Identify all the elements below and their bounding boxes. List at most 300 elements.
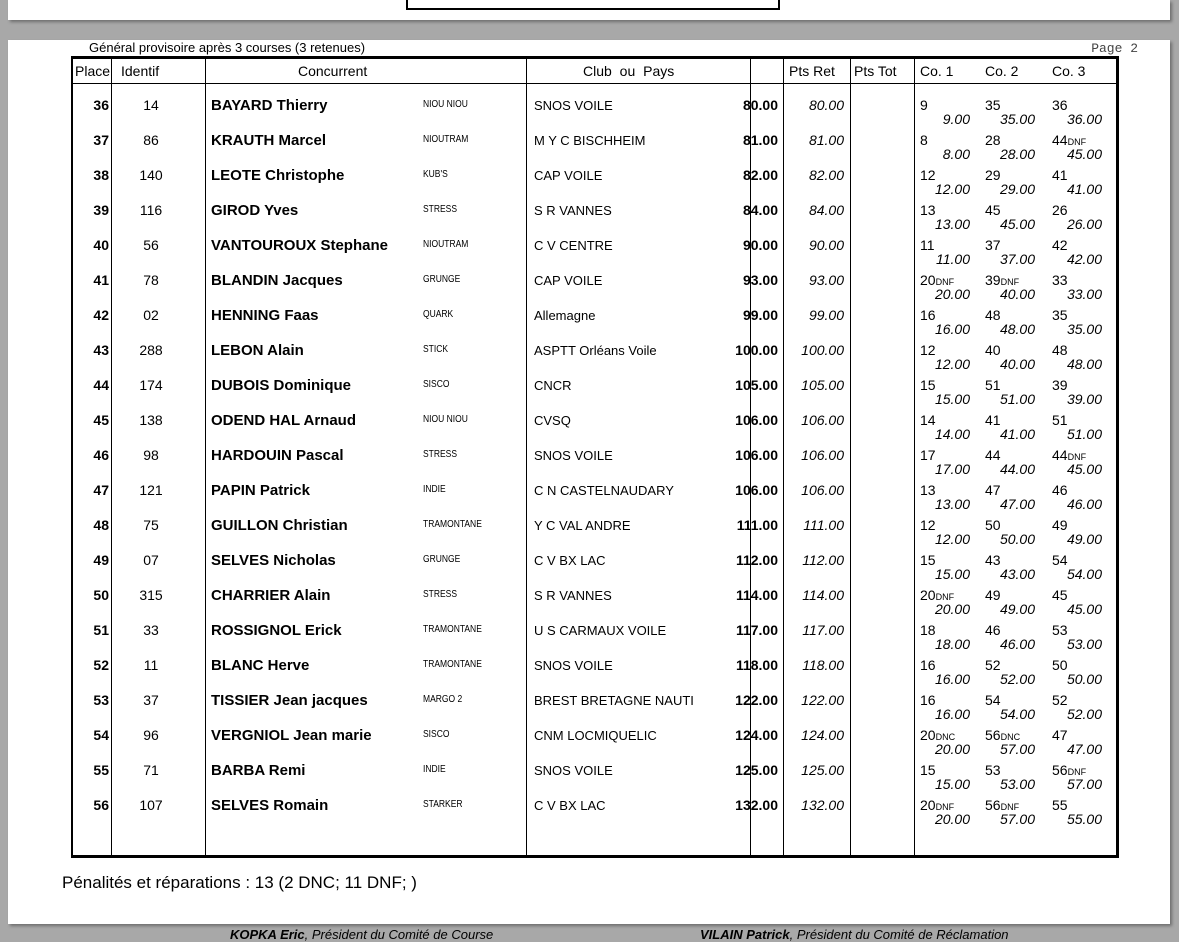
cell-ident: 33 [143, 622, 159, 638]
cell-club: CAP VOILE [534, 168, 603, 183]
cell-name: ODEND HAL Arnaud [211, 412, 357, 429]
cell-c3-points: 41.00 [1066, 181, 1102, 197]
cell-c2-rank [985, 517, 1001, 533]
cell-pts-tot: 122.00 [801, 692, 844, 708]
cell-name: VANTOUROUX Stephane [211, 237, 388, 254]
cell-name: BAYARD Thierry [211, 97, 328, 114]
cell-pts-tot: 106.00 [801, 412, 844, 428]
cell-c3-rank [1052, 342, 1068, 358]
col-co3: Co. 3 [1052, 63, 1086, 79]
c1-code: DNF [935, 592, 955, 602]
penalties-summary: Pénalités et réparations : 13 (2 DNC; 11 DNF; ) [62, 873, 417, 892]
cell-pts-ret: 125.00 [735, 762, 778, 778]
cell-c1-points: 14.00 [934, 426, 970, 442]
cell-c2-rank [985, 377, 1001, 393]
table-row [73, 122, 1116, 162]
cell-c2-rank [985, 202, 1001, 218]
cell-c2-points: 47.00 [999, 496, 1035, 512]
cell-c3-points: 46.00 [1066, 496, 1102, 512]
cell-c3-points: 33.00 [1066, 286, 1102, 302]
c1-rank: 20 [920, 727, 936, 743]
cell-c2-points: 53.00 [999, 776, 1035, 792]
cell-c2-points: 49.00 [999, 601, 1035, 617]
c2-rank: 56 [985, 797, 1001, 813]
c3-rank: 56 [1052, 762, 1068, 778]
cell-ident: 07 [143, 552, 159, 568]
col-place: Place [75, 63, 111, 79]
c1-code: DNC [935, 732, 956, 742]
c2-rank: 45 [985, 202, 1001, 218]
cell-c3-points: 45.00 [1066, 601, 1102, 617]
c2-rank: 39 [985, 272, 1001, 288]
results-subtitle: Général provisoire après 3 courses (3 retenues) [89, 40, 366, 55]
c2-rank: 40 [985, 342, 1001, 358]
table-row [73, 227, 1116, 267]
c2-rank: 47 [985, 482, 1001, 498]
cell-ident: 37 [143, 692, 159, 708]
c3-rank: 53 [1052, 622, 1068, 638]
c2-rank: 48 [985, 307, 1001, 323]
cell-place: 52 [93, 657, 109, 673]
cell-club: C V BX LAC [534, 798, 606, 813]
c1-rank: 16 [920, 657, 936, 673]
cell-ident: 140 [139, 167, 163, 183]
col-club: Club ou Pays [583, 63, 675, 79]
c1-rank: 20 [920, 272, 936, 288]
cell-club: C V BX LAC [534, 553, 606, 568]
c3-rank: 26 [1052, 202, 1068, 218]
cell-c2-points: 50.00 [999, 531, 1035, 547]
cell-c3-rank [1052, 692, 1068, 708]
cell-c1-points: 15.00 [934, 776, 970, 792]
cell-c2-points: 57.00 [999, 811, 1035, 827]
table-row [73, 437, 1116, 477]
cell-c3-points: 45.00 [1066, 461, 1102, 477]
cell-boat: NIOUTRAM [423, 134, 469, 145]
cell-boat: NIOU NIOU [423, 414, 468, 425]
cell-c1-rank [920, 657, 936, 673]
c2-rank: 35 [985, 97, 1001, 113]
c1-rank: 15 [920, 552, 936, 568]
cell-place: 45 [93, 412, 109, 428]
cell-c2-points: 35.00 [999, 111, 1035, 127]
cell-ident: 78 [143, 272, 159, 288]
table-row [73, 262, 1116, 302]
c2-rank: 44 [985, 447, 1001, 463]
cell-c2-rank [985, 552, 1001, 568]
c3-rank: 46 [1052, 482, 1068, 498]
signature-1-name: KOPKA Eric [230, 927, 305, 942]
cell-c2-points: 43.00 [999, 566, 1035, 582]
cell-c3-rank [1052, 727, 1068, 743]
cell-c2-rank [985, 657, 1001, 673]
cell-place: 56 [93, 797, 109, 813]
c3-rank: 35 [1052, 307, 1068, 323]
cell-c3-points: 55.00 [1066, 811, 1102, 827]
cell-c2-points: 51.00 [999, 391, 1035, 407]
cell-pts-tot: 117.00 [802, 622, 844, 638]
c2-rank: 50 [985, 517, 1001, 533]
table-row [73, 787, 1116, 827]
cell-club: CVSQ [534, 413, 571, 428]
c3-rank: 36 [1052, 97, 1068, 113]
cell-name: BARBA Remi [211, 762, 306, 779]
cell-boat: MARGO 2 [423, 694, 463, 705]
cell-place: 40 [93, 237, 109, 253]
cell-c3-rank [1052, 97, 1068, 113]
cell-pts-ret: 122.00 [735, 692, 778, 708]
table-row [73, 542, 1116, 582]
cell-ident: 138 [139, 412, 163, 428]
cell-name: HARDOUIN Pascal [211, 447, 344, 464]
c2-code: DNF [1000, 802, 1020, 812]
cell-c1-rank [920, 762, 936, 778]
cell-c1-points: 15.00 [934, 391, 970, 407]
cell-boat: TRAMONTANE [423, 624, 482, 635]
cell-c2-points: 29.00 [999, 181, 1035, 197]
c2-rank: 53 [985, 762, 1001, 778]
cell-club: SNOS VOILE [534, 658, 613, 673]
cell-boat: TRAMONTANE [423, 659, 482, 670]
cell-boat: INDIE [423, 484, 446, 495]
cell-boat: SISCO [423, 729, 450, 740]
table-row [73, 157, 1116, 197]
cell-pts-ret: 80.00 [742, 97, 778, 113]
c2-rank: 28 [985, 132, 1001, 148]
results-table [71, 56, 1119, 858]
cell-c3-rank [1052, 622, 1068, 638]
cell-name: ROSSIGNOL Erick [211, 622, 342, 639]
cell-name: CHARRIER Alain [211, 587, 331, 604]
col-co2: Co. 2 [985, 63, 1019, 79]
c2-rank: 43 [985, 552, 1001, 568]
c2-code: DNF [1000, 277, 1020, 287]
cell-pts-ret: 106.00 [735, 482, 778, 498]
cell-c3-rank [1052, 412, 1068, 428]
table-header [73, 59, 1116, 84]
cell-pts-ret: 99.00 [742, 307, 778, 323]
c2-rank: 37 [985, 237, 1001, 253]
cell-c1-rank [920, 132, 928, 148]
cell-pts-tot: 93.00 [808, 272, 844, 288]
cell-c2-rank [985, 342, 1001, 358]
cell-c1-rank [920, 377, 936, 393]
cell-pts-tot: 84.00 [808, 202, 844, 218]
cell-pts-ret: 132.00 [735, 797, 778, 813]
cell-pts-tot: 132.00 [801, 797, 844, 813]
c1-rank: 17 [920, 447, 936, 463]
col-pts-tot: Pts Tot [854, 63, 897, 79]
cell-name: BLANDIN Jacques [211, 272, 343, 289]
c2-rank: 52 [985, 657, 1001, 673]
cell-c2-rank [985, 762, 1001, 778]
cell-boat: SISCO [423, 379, 450, 390]
table-row [73, 297, 1116, 337]
cell-pts-tot: 80.00 [808, 97, 844, 113]
cell-c3-points: 49.00 [1066, 531, 1102, 547]
cell-c1-rank [920, 552, 936, 568]
c1-rank: 18 [920, 622, 936, 638]
cell-name: VERGNIOL Jean marie [211, 727, 372, 744]
cell-c2-rank [985, 587, 1001, 603]
c3-rank: 44 [1052, 447, 1068, 463]
cell-club: BREST BRETAGNE NAUTI [534, 693, 694, 708]
cell-c3-points: 50.00 [1066, 671, 1102, 687]
c3-rank: 51 [1052, 412, 1068, 428]
cell-boat: QUARK [423, 309, 454, 320]
c3-rank: 49 [1052, 517, 1068, 533]
cell-boat: TRAMONTANE [423, 519, 482, 530]
cell-name: LEOTE Christophe [211, 167, 345, 184]
cell-c1-points: 16.00 [934, 671, 970, 687]
cell-pts-ret: 117.00 [735, 622, 778, 638]
cell-pts-tot: 125.00 [801, 762, 844, 778]
cell-pts-tot: 112.00 [802, 552, 844, 568]
cell-ident: 14 [143, 97, 159, 113]
cell-c3-points: 51.00 [1066, 426, 1102, 442]
cell-place: 54 [93, 727, 109, 743]
cell-name: DUBOIS Dominique [211, 377, 352, 394]
cell-c2-points: 46.00 [999, 636, 1035, 652]
c1-rank: 11 [920, 237, 935, 253]
cell-ident: 174 [139, 377, 163, 393]
c1-rank: 14 [920, 412, 936, 428]
cell-c3-points: 53.00 [1066, 636, 1102, 652]
c3-rank: 48 [1052, 342, 1068, 358]
c3-code: DNF [1067, 137, 1087, 147]
cell-club: Y C VAL ANDRE [534, 518, 631, 533]
cell-c3-rank [1052, 552, 1068, 568]
cell-c3-points: 35.00 [1066, 321, 1102, 337]
cell-club: SNOS VOILE [534, 763, 613, 778]
cell-pts-tot: 105.00 [801, 377, 844, 393]
cell-c2-points: 41.00 [999, 426, 1035, 442]
cell-c2-points: 28.00 [999, 146, 1035, 162]
cell-c2-rank [985, 132, 1001, 148]
cell-boat: STARKER [423, 799, 463, 810]
cell-ident: 11 [143, 657, 159, 673]
cell-c1-rank [920, 237, 935, 253]
cell-boat: STICK [423, 344, 449, 355]
cell-c2-points: 40.00 [999, 356, 1035, 372]
cell-boat: NIOUTRAM [423, 239, 469, 250]
cell-c2-rank [985, 167, 1001, 183]
c3-rank: 54 [1052, 552, 1068, 568]
cell-c2-rank [985, 412, 1001, 428]
cell-club: M Y C BISCHHEIM [534, 133, 646, 148]
c1-code: DNF [935, 802, 955, 812]
cell-c1-points: 20.00 [934, 286, 970, 302]
cell-c3-rank [1052, 202, 1068, 218]
previous-page [8, 0, 1170, 20]
c3-code: DNF [1067, 767, 1087, 777]
cell-boat: INDIE [423, 764, 446, 775]
cell-pts-ret: 81.00 [742, 132, 778, 148]
cell-place: 37 [93, 132, 109, 148]
cell-pts-ret: 84.00 [742, 202, 778, 218]
cell-place: 42 [93, 307, 109, 323]
cell-boat: STRESS [423, 589, 458, 600]
cell-place: 47 [93, 482, 109, 498]
page-number: Page 2 [1091, 41, 1138, 56]
cell-c3-points: 26.00 [1066, 216, 1102, 232]
cell-pts-tot: 81.00 [808, 132, 844, 148]
cell-c1-rank [920, 517, 936, 533]
c3-rank: 47 [1052, 727, 1068, 743]
cell-c2-points: 48.00 [999, 321, 1035, 337]
cell-pts-ret: 82.00 [742, 167, 778, 183]
cell-pts-ret: 106.00 [735, 412, 778, 428]
cell-place: 46 [93, 447, 109, 463]
cell-pts-ret: 106.00 [735, 447, 778, 463]
table-row [73, 682, 1116, 722]
cell-club: U S CARMAUX VOILE [534, 623, 667, 638]
cell-c2-points: 37.00 [999, 251, 1035, 267]
cell-boat: STRESS [423, 204, 458, 215]
cell-place: 38 [93, 167, 109, 183]
cell-boat: KUB'S [423, 169, 448, 180]
cell-place: 53 [93, 692, 109, 708]
c2-rank: 41 [985, 412, 1001, 428]
cell-pts-ret: 105.00 [735, 377, 778, 393]
c2-rank: 56 [985, 727, 1001, 743]
cell-c1-points: 16.00 [934, 321, 970, 337]
cell-c3-rank [1052, 237, 1068, 253]
cell-c1-rank [920, 202, 936, 218]
cell-c1-rank [920, 622, 936, 638]
c1-rank: 8 [920, 132, 928, 148]
c1-rank: 12 [920, 342, 936, 358]
cell-c1-points: 17.00 [934, 461, 970, 477]
cell-ident: 86 [143, 132, 159, 148]
cell-c1-rank [920, 307, 936, 323]
cell-c1-rank [920, 342, 936, 358]
cell-name: PAPIN Patrick [211, 482, 310, 499]
cell-pts-tot: 114.00 [802, 587, 844, 603]
table-row [73, 192, 1116, 232]
cell-name: GUILLON Christian [211, 517, 348, 534]
cell-c3-rank [1052, 307, 1068, 323]
cell-name: SELVES Nicholas [211, 552, 336, 569]
cell-ident: 96 [143, 727, 159, 743]
signature-2-role: , Président du Comité de Réclamation [789, 927, 1009, 942]
cell-ident: 71 [143, 762, 159, 778]
previous-page-box [406, 0, 780, 10]
c3-code: DNF [1067, 452, 1087, 462]
cell-c3-points: 54.00 [1066, 566, 1102, 582]
table-row [73, 402, 1116, 442]
c1-rank: 20 [920, 587, 936, 603]
cell-pts-tot: 124.00 [801, 727, 844, 743]
table-row [73, 577, 1116, 617]
cell-pts-tot: 106.00 [801, 482, 844, 498]
col-pts-ret: Pts Ret [789, 63, 835, 79]
c1-rank: 13 [920, 202, 936, 218]
cell-boat: STRESS [423, 449, 458, 460]
cell-place: 43 [93, 342, 109, 358]
cell-c1-points: 11.00 [936, 251, 970, 267]
cell-place: 49 [93, 552, 109, 568]
cell-c3-rank [1052, 167, 1068, 183]
table-row [73, 472, 1116, 512]
cell-place: 36 [93, 97, 109, 113]
cell-club: C V CENTRE [534, 238, 613, 253]
cell-pts-tot: 111.00 [803, 517, 844, 533]
cell-ident: 75 [143, 517, 159, 533]
cell-c2-points: 57.00 [999, 741, 1035, 757]
c3-rank: 39 [1052, 377, 1068, 393]
results-page [8, 40, 1170, 942]
cell-c1-rank [920, 412, 936, 428]
cell-ident: 02 [143, 307, 159, 323]
c1-rank: 9 [920, 97, 928, 113]
cell-c3-rank [1052, 517, 1068, 533]
cell-boat: GRUNGE [423, 274, 461, 285]
cell-name: KRAUTH Marcel [211, 132, 327, 149]
cell-ident: 56 [143, 237, 159, 253]
table-row [73, 752, 1116, 792]
table-row [73, 332, 1116, 372]
cell-pts-tot: 99.00 [808, 307, 844, 323]
cell-boat: GRUNGE [423, 554, 461, 565]
cell-club: C N CASTELNAUDARY [534, 483, 674, 498]
cell-c2-rank [985, 692, 1001, 708]
cell-club: ASPTT Orléans Voile [534, 343, 657, 358]
cell-c3-points: 57.00 [1066, 776, 1102, 792]
cell-club: SNOS VOILE [534, 448, 613, 463]
col-co1: Co. 1 [920, 63, 954, 79]
c1-rank: 12 [920, 167, 936, 183]
cell-c2-rank [985, 482, 1001, 498]
cell-club: CAP VOILE [534, 273, 603, 288]
cell-c1-points: 20.00 [934, 741, 970, 757]
cell-place: 50 [93, 587, 109, 603]
cell-pts-tot: 100.00 [801, 342, 844, 358]
cell-c1-points: 15.00 [934, 566, 970, 582]
c1-rank: 16 [920, 307, 936, 323]
c2-rank: 51 [985, 377, 1001, 393]
cell-c1-points: 13.00 [934, 496, 970, 512]
cell-pts-tot: 90.00 [808, 237, 844, 253]
cell-name: BLANC Herve [211, 657, 310, 674]
cell-place: 55 [93, 762, 109, 778]
cell-pts-ret: 93.00 [742, 272, 778, 288]
cell-c2-points: 52.00 [999, 671, 1035, 687]
c3-rank: 41 [1052, 167, 1068, 183]
cell-c2-rank [985, 237, 1001, 253]
cell-ident: 98 [143, 447, 159, 463]
cell-c2-points: 54.00 [999, 706, 1035, 722]
cell-ident: 107 [139, 797, 163, 813]
c2-rank: 46 [985, 622, 1001, 638]
cell-c1-points: 9.00 [942, 111, 970, 127]
c3-rank: 44 [1052, 132, 1068, 148]
cell-pts-tot: 118.00 [802, 657, 844, 673]
cell-place: 41 [93, 272, 109, 288]
c3-rank: 52 [1052, 692, 1068, 708]
cell-pts-ret: 124.00 [735, 727, 778, 743]
cell-c1-points: 16.00 [934, 706, 970, 722]
cell-c1-rank [920, 447, 936, 463]
cell-c2-rank [985, 307, 1001, 323]
cell-club: S R VANNES [534, 203, 612, 218]
c1-rank: 12 [920, 517, 936, 533]
cell-c1-points: 20.00 [934, 601, 970, 617]
c3-rank: 42 [1052, 237, 1068, 253]
c3-rank: 50 [1052, 657, 1068, 673]
c1-rank: 15 [920, 762, 936, 778]
cell-c3-rank [1052, 587, 1068, 603]
